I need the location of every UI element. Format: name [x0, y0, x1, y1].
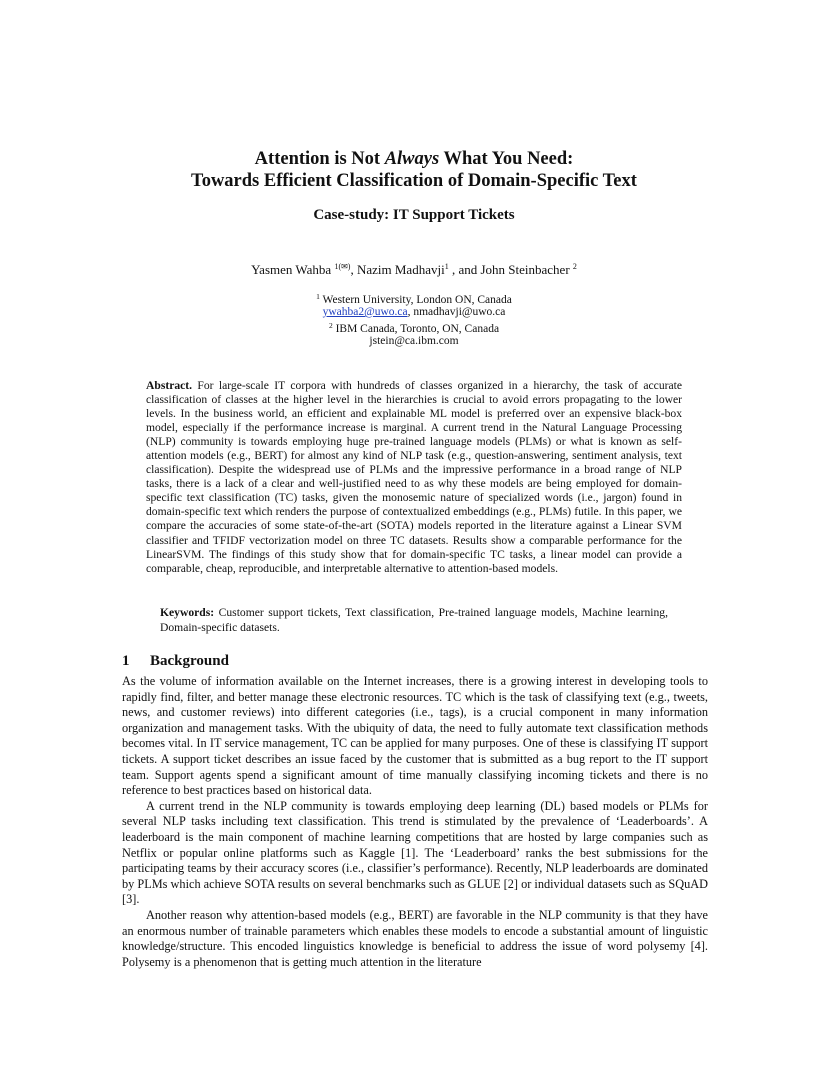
affiliation-1-mark: 1: [316, 292, 320, 301]
section-number: 1: [122, 653, 130, 669]
abstract-label: Abstract.: [146, 379, 193, 392]
author-1-name: Yasmen Wahba: [251, 262, 335, 277]
author-2-name: , Nazim Madhavji: [350, 262, 445, 277]
author-2-mark: 1: [444, 262, 449, 271]
section-body: [122, 674, 708, 970]
title-emphasis: Always: [384, 149, 440, 169]
author-3-name: , and John Steinbacher: [448, 262, 573, 277]
abstract-text: For large-scale IT corpora with hundreds of classes organized in a hierarchy, the task of accurate classification of classes at the higher level in the hierarchies is crucial to avoid errors propagating to the lower levels. In the business world, an efficient and explainable ML model is preferred over an expensive black-box model, especially if the performance increase is marginal. A current trend in the Natural Language Processing (NLP) community is towards employing huge pre-trained language models (PLMs) or what is known as self-attention models (e.g., BERT) for almost any kind of NLP task (e.g., question-answering, sentiment analysis, text classification). Despite the widespread use of PLMs and the impressive performance in a broad range of NLP tasks, there is a lack of a clear and well-justified need to as why these models are being employed for domain-specific text classification (TC) tasks, given the monosemic nature of specialized words (i.e., jargon) found in domain-specific text which renders the purpose of contextualized embeddings (e.g., PLMs) futile. In this paper, we compare the accuracies of some state-of-the-art (SOTA) models reported in the literature against a Linear SVM classifier and TFIDF vectorization model on three TC datasets. Results show a comparable performance for the LinearSVM. The findings of this study show that for domain-specific TC tasks, a linear model can provide a comparable, cheap, reproducible, and interpretable alternative to attention-based models.: [146, 379, 682, 575]
affiliation-2-mark: 2: [328, 321, 333, 330]
paragraph-1: As the volume of information available on the Internet increases, there is a growing interest in developing tools to rapidly find, filter, and better manage these electronic resources. TC which is the task of classifying text (e.g., tweets, news, and customer reviews) into different categories (i.e., tags), is a crucial component in many information organization and management tasks. With the ubiquity of data, the need to fully automate text classification methods becomes vital. In IT service management, TC can be applied for many purposes. One of these is classifying IT support tickets. A support ticket describes an issue faced by the customer that is submitted as a bug report to the IT support team. Support agents spend a significant amount of time manually classifying incoming tickets and there is no reference to best practices based on historical data.: [122, 674, 708, 798]
affiliation-2-text: IBM Canada, Toronto, ON, Canada: [332, 323, 500, 335]
paper-subtitle: Case-study: IT Support Tickets: [313, 207, 515, 223]
title-text-end: What You Need:: [439, 149, 574, 169]
keywords-text: Customer support tickets, Text classification, Pre-trained language models, Machine learning, Domain-specific datasets.: [160, 606, 668, 634]
author-1-mark: 1(✉): [334, 262, 351, 271]
paragraph-3: Another reason why attention-based models (e.g., BERT) are favorable in the NLP community is that they have an enormous number of trainable parameters which enables these models to encode a substantial amount of linguistic knowledge/structure. This encoded linguistics knowledge is beneficial to address the issue of word polysemy [4]. Polysemy is a phenomenon that is getting much attention in the literature: [122, 907, 708, 969]
email-link[interactable]: ywahba2@uwo.ca: [322, 306, 408, 318]
paper-title-line2: Towards Efficient Classification of Domain-Specific Text: [191, 171, 637, 191]
section-heading: [122, 652, 229, 670]
affiliation-1-text: Western University, London ON, Canada: [319, 294, 512, 306]
section-title: Background: [150, 653, 229, 669]
keywords-label: Keywords:: [160, 606, 215, 619]
affiliation-1-emails: [0, 305, 828, 320]
author-3-mark: 2: [572, 262, 577, 271]
affiliation-2-email: jstein@ca.ibm.com: [369, 335, 459, 347]
author-list: [0, 259, 828, 278]
keywords: [160, 605, 668, 635]
paper-title-line1: [0, 148, 828, 170]
title-text: Attention is Not: [254, 149, 385, 169]
abstract: [146, 379, 682, 576]
email-rest: , nmadhavji@uwo.ca: [407, 306, 506, 318]
paragraph-2: A current trend in the NLP community is towards employing deep learning (DL) based models or PLMs for several NLP tasks including text classification. This trend is stimulated by the prevalence of ‘Leaderboards’. A leaderboard is the main component of machine learning competitions that are hosted by large companies such as Netflix or popular online platforms such as Kaggle [1]. The ‘Leaderboard’ ranks the best submissions for the participating teams by their accuracy scores (i.e., classifier’s performance). Recently, NLP leaderboards are dominated by PLMs which achieve SOTA results on several benchmarks such as GLUE [2] or individual datasets such as SQuAD [3].: [122, 798, 708, 907]
